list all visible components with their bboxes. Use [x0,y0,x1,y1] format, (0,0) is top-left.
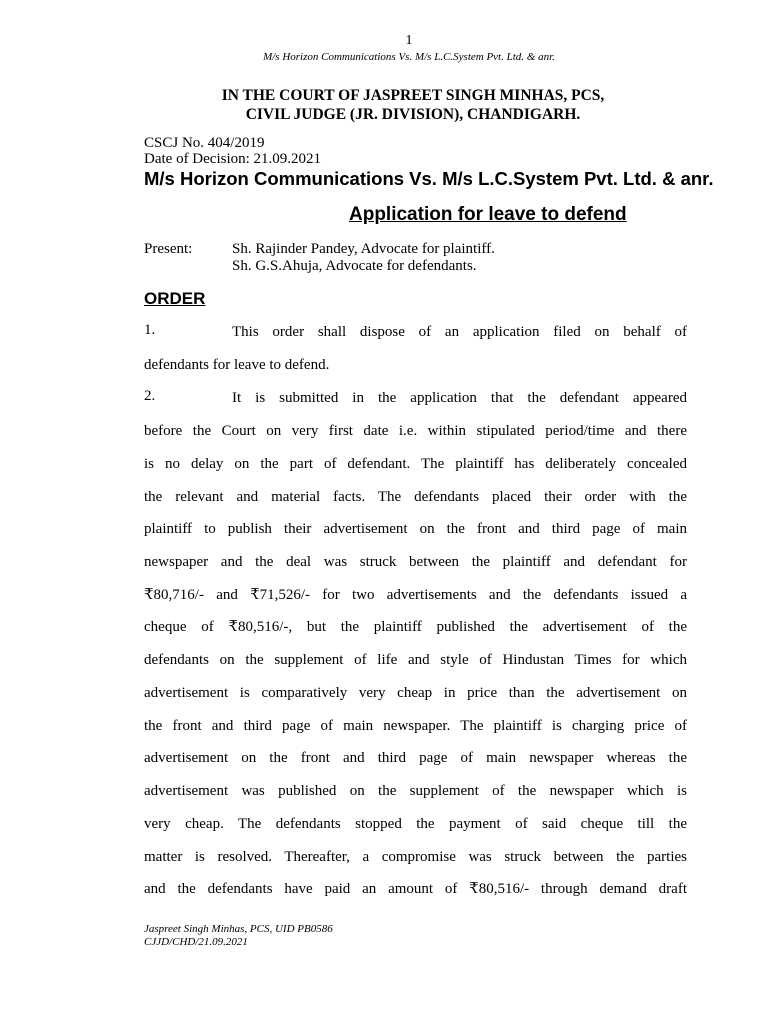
case-number: CSCJ No. 404/2019 [144,135,265,151]
page-number: 1 [405,33,413,48]
paragraph-line: is no delay on the part of defendant. The plaintiff has deliberately concealed [144,456,687,472]
order-heading: ORDER [144,289,206,308]
present-label: Present: [144,241,193,257]
footer-judge-name: Jaspreet Singh Minhas, PCS, UID PB0586 [144,923,333,935]
court-title [0,86,768,124]
paragraph-first-line: It is submitted in the application that the defendant appeared [232,390,687,406]
case-parties: M/s Horizon Communications Vs. M/s L.C.System Pvt. Ltd. & anr. [144,168,714,189]
paragraph-line: advertisement on the front and third page of main newspaper whereas the [144,750,687,766]
footer-reference: CJJD/CHD/21.09.2021 [144,936,248,948]
paragraph-line: plaintiff to publish their advertisement on the front and third page of main [144,521,687,537]
paragraph-number: 1. [144,322,156,338]
present-defendants-counsel: Sh. G.S.Ahuja, Advocate for defendants. [232,258,477,274]
application-title: Application for leave to defend [349,204,627,225]
paragraph-number: 2. [144,388,156,404]
paragraph-line: the front and third page of main newspaper. The plaintiff is charging price of [144,718,687,734]
paragraph-line: defendants on the supplement of life and style of Hindustan Times for which [144,652,687,668]
paragraph-line: matter is resolved. Thereafter, a compromise was struck between the parties [144,849,687,865]
paragraph-line: the relevant and material facts. The defendants placed their order with the [144,489,687,505]
decision-date: Date of Decision: 21.09.2021 [144,151,322,167]
paragraph-line: newspaper and the deal was struck between the plaintiff and defendant for [144,554,687,570]
running-header: M/s Horizon Communications Vs. M/s L.C.System Pvt. Ltd. & anr. [263,51,555,63]
paragraph-first-line: This order shall dispose of an application filed on behalf of [232,324,687,340]
paragraph-line: advertisement is comparatively very cheap in price than the advertisement on [144,685,687,701]
footer-signature [144,923,333,949]
paragraph-line: ₹80,716/- and ₹71,526/- for two advertisements and the defendants issued a [144,587,687,603]
present-plaintiff-counsel: Sh. Rajinder Pandey, Advocate for plaintiff. [232,241,495,257]
present-list [232,241,495,275]
court-title-line-1: IN THE COURT OF JASPREET SINGH MINHAS, PCS, [221,87,605,104]
paragraph-line: very cheap. The defendants stopped the payment of said cheque till the [144,816,687,832]
paragraph-line: cheque of ₹80,516/-, but the plaintiff published the advertisement of the [144,619,687,635]
paragraph-line: advertisement was published on the supplement of the newspaper which is [144,783,687,799]
paragraph-line: before the Court on very first date i.e. within stipulated period/time and there [144,423,687,439]
paragraph-line: and the defendants have paid an amount of ₹80,516/- through demand draft [144,881,687,897]
paragraph-line: defendants for leave to defend. [144,357,330,373]
court-title-line-2: CIVIL JUDGE (JR. DIVISION), CHANDIGARH. [245,106,581,123]
